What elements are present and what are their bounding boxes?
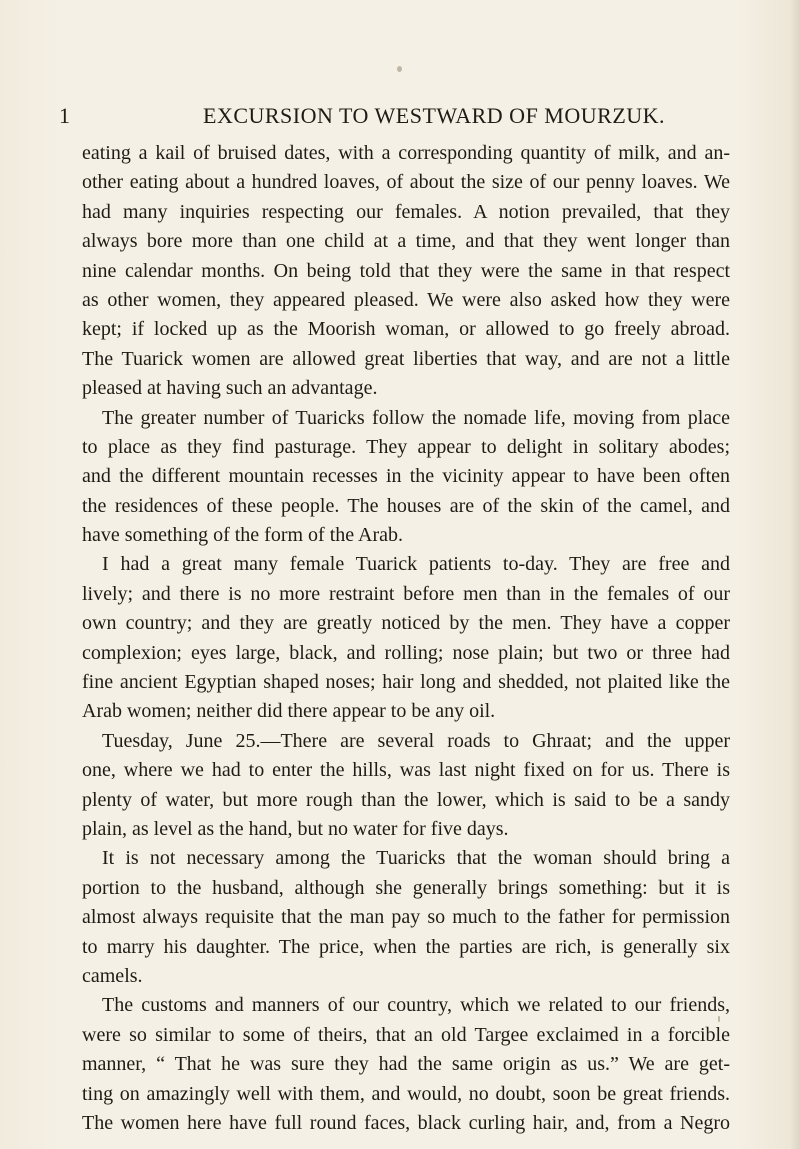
body-text: [82, 139, 730, 1138]
page-edge-shadow: [790, 0, 800, 1149]
text-line: were so similar to some of theirs, that an old Targee exclaimed in a forcible: [82, 1023, 730, 1046]
text-line: nine calendar months. On being told that they were the same in that respect: [82, 259, 730, 282]
text-line: portion to the husband, although she generally brings something: but it is: [82, 876, 730, 899]
text-line: The Tuarick women are allowed great liberties that way, and are not a little: [82, 347, 730, 370]
paper-speck: [397, 66, 402, 72]
text-line: The customs and manners of our country, which we related to our friends,: [102, 994, 730, 1017]
text-line: The women here have full round faces, black curling hair, and, from a Negro: [82, 1111, 730, 1134]
text-line: Tuesday, June 25.—There are several roads to Ghraat; and the upper: [102, 729, 730, 752]
text-line: had many inquiries respecting our females. A notion prevailed, that they: [82, 200, 730, 223]
text-line: and the different mountain recesses in the vicinity appear to have been often: [82, 465, 730, 488]
text-line: plain, as level as the hand, but no water for five days.: [82, 817, 509, 840]
text-line: eating a kail of bruised dates, with a corresponding quantity of milk, and an-: [82, 142, 730, 164]
text-line: pleased at having such an advantage.: [82, 377, 378, 400]
text-line: complexion; eyes large, black, and rolling; nose plain; but two or three had: [82, 641, 730, 664]
page-header: [59, 101, 730, 131]
text-line: It is not necessary among the Tuaricks that the woman should bring a: [102, 847, 730, 870]
text-line: one, where we had to enter the hills, was last night fixed on for us. There is: [82, 759, 730, 782]
text-line: ting on amazingly well with them, and would, no doubt, soon be great friends.: [82, 1082, 730, 1105]
text-line: have something of the form of the Arab.: [82, 524, 404, 547]
text-line: lively; and there is no more restraint before men than in the females of our: [82, 582, 730, 605]
text-line: always bore more than one child at a time, and that they went longer than: [82, 230, 730, 253]
text-line: kept; if locked up as the Moorish woman, or allowed to go freely abroad.: [82, 318, 730, 341]
page-number: 1: [59, 103, 70, 128]
running-title: EXCURSION TO WESTWARD OF MOURZUK.: [203, 103, 666, 128]
text-line: fine ancient Egyptian shaped noses; hair long and shedded, not plaited like the: [82, 671, 730, 694]
text-line: to marry his daughter. The price, when the parties are rich, is generally six: [82, 935, 730, 958]
text-line: the residences of these people. The houses are of the skin of the camel, and: [82, 494, 730, 517]
text-line: manner, “ That he was sure they had the same origin as us.” We are get-: [82, 1053, 730, 1076]
text-line: Arab women; neither did there appear to be any oil.: [82, 700, 496, 723]
text-line: I had a great many female Tuarick patients to-day. They are free and: [102, 553, 730, 576]
text-line: The greater number of Tuaricks follow the nomade life, moving from place: [102, 406, 730, 429]
text-line: other eating about a hundred loaves, of about the size of our penny loaves. We: [82, 171, 730, 194]
text-line: plenty of water, but more rough than the lower, which is said to be a sandy: [82, 788, 730, 811]
text-line: camels.: [82, 964, 143, 987]
text-line: as other women, they appeared pleased. We were also asked how they were: [82, 288, 730, 311]
text-line: almost always requisite that the man pay so much to the father for permission: [82, 906, 730, 929]
text-line: to place as they find pasturage. They appear to delight in solitary abodes;: [82, 435, 730, 458]
text-line: own country; and they are greatly noticed by the men. They have a copper: [82, 612, 730, 635]
